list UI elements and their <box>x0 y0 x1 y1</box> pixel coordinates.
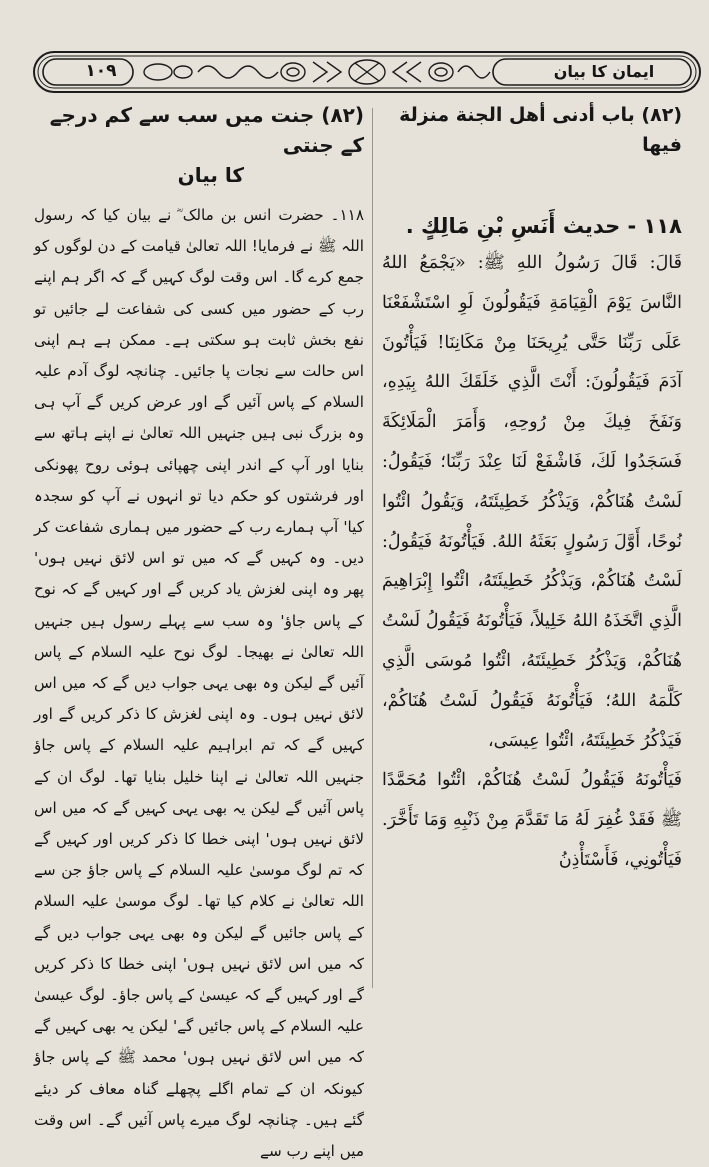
arabic-hadith-text <box>382 244 682 881</box>
hadith-title: ۱۱۸ - حديث أَنَسِ بْنِ مَالِكٍ . <box>405 214 682 238</box>
page-number: ۱۰۹ <box>85 61 117 81</box>
arabic-chapter-heading: (۸۲) باب أدنى أهل الجنة منزلة فيها <box>399 104 682 156</box>
arabic-text-column <box>382 100 682 881</box>
urdu-chapter-heading <box>34 100 364 190</box>
urdu-translation-column <box>34 100 364 1167</box>
urdu-hadith-text: ۱۱۸۔ حضرت انس بن مالک ؓ نے بیان کیا کہ رسول اللہ ﷺ نے فرمایا! اللہ تعالیٰ قیامت کے دن لوگوں کو جمع کرے گا۔ اس وقت لوگ کہیں گے کہ اگر ہم اپنے رب کے حضور میں کسی کی شفاعت لے جائیں تو نفع بخش ثابت ہو سکتی ہے۔ ممکن ہے ہم اپنی اس حالت سے نجات پا جائیں۔ چنانچہ لوگ آدم علیہ السلام کے پاس آئیں گے اور عرض کریں گے آپ ہی وہ بزرگ نبی ہیں جنہیں اللہ تعالیٰ نے اپنے ہاتھ سے بنایا اور آپ کے اندر اپنی چھپائی ہوئی روح پھونکی اور فرشتوں کو حکم دیا تو انہوں نے آپ کو سجدہ کیا' آپ ہمارے رب کے حضور میں ہماری شفاعت کر دیں۔ وہ کہیں گے کہ میں تو اس لائق نہیں ہوں' پھر وہ اپنی لغزش یاد کریں گے اور کہیں گے کہ نوح کے پاس جاؤ' وہ سب سے پہلے رسول ہیں جنہیں اللہ تعالیٰ نے بھیجا۔ لوگ نوح علیہ السلام کے پاس آئیں گے لیکن وہ بھی یہی جواب دیں گے کہ میں اس لائق نہیں ہوں۔ وہ اپنی لغزش کا ذکر کریں گے اور کہیں گے کہ تم ابراہیم علیہ السلام کے پاس جاؤ جنہیں اللہ تعالیٰ نے اپنا خلیل بنایا تھا۔ لوگ ان کے پاس آئیں گے لیکن یہ بھی یہی کہیں گے کہ میں اس لائق نہیں ہوں' اپنی خطا کا ذکر کریں اور کہیں گے کہ تم لوگ موسیٰ علیہ السلام کے پاس جاؤ جن سے اللہ تعالیٰ نے کلام کیا تھا۔ لوگ موسیٰ علیہ السلام کے پاس جائیں گے لیکن وہ بھی یہی جواب دیں گے کہ میں اس لائق نہیں ہوں' اپنی خطا کا ذکر کریں گے اور کہیں گے کہ عیسیٰ کے پاس جاؤ۔ لوگ عیسیٰ علیہ السلام کے پاس جائیں گے' لیکن یہ بھی کہیں گے کہ میں اس لائق نہیں ہوں' محمد ﷺ کے پاس جاؤ کیونکہ ان کے تمام اگلے پچھلے گناہ معاف کر دیئے گئے ہیں۔ چنانچہ لوگ میرے پاس آئیں گے۔ اس وقت میں اپنے رب سے <box>34 206 364 1161</box>
urdu-heading-line-2: کا بیان <box>177 163 244 187</box>
arabic-paragraph: فَيَأْتُونَهُ فَيَقُولُ لَسْتُ هُنَاكُمْ، ائْتُوا مُحَمَّدًا ﷺ فَقَدْ غُفِرَ لَهُ مَا تَقَدَّمَ مِنْ ذَنْبِهِ وَمَا تَأَخَّرَ. فَيَأْتُونِي، فَأَسْتَأْذِنُ <box>382 770 682 870</box>
urdu-heading-line-1: (۸۲) جنت میں سب سے کم درجے کے جنتی <box>49 103 364 157</box>
arabic-paragraph: قَالَ: قَالَ رَسُولُ اللهِ ﷺ: «يَجْمَعُ اللهُ النَّاسَ يَوْمَ الْقِيَامَةِ فَيَقُولُونَ لَوِ اسْتَشْفَعْنَا عَلَى رَبِّنَا حَتَّى يُرِيحَنَا مِنْ مَكَانِنَا! فَيَأْتُونَ آدَمَ فَيَقُولُونَ: أَنْتَ الَّذِي خَلَقَكَ اللهُ بِيَدِهِ، وَنَفَخَ فِيكَ مِنْ رُوحِهِ، وَأَمَرَ الْمَلَائِكَةَ فَسَجَدُوا لَكَ، فَاشْفَعْ لَنَا عِنْدَ رَبِّنَا؛ فَيَقُولُ: لَسْتُ هُنَاكُمْ، وَيَذْكُرُ خَطِيئَتَهُ، وَيَقُولُ ائْتُوا نُوحًا، أَوَّلَ رَسُولٍ بَعَثَهُ اللهُ. فَيَأْتُونَهُ فَيَقُولُ: لَسْتُ هُنَاكُمْ، وَيَذْكُرُ خَطِيئَتَهُ، ائْتُوا إِبْرَاهِيمَ الَّذِي اتَّخَذَهُ اللهُ خَلِيلاً، فَيَأْتُونَهُ فَيَقُولُ لَسْتُ هُنَاكُمْ، وَيَذْكُرُ خَطِيئَتَهُ، ائْتُوا مُوسَى الَّذِي كَلَّمَهُ اللهُ؛ فَيَأْتُونَهُ فَيَقُولُ لَسْتُ هُنَاكُمْ، فَيَذْكُرُ خَطِيئَتَهُ، ائْتُوا عِيسَى، <box>382 253 682 751</box>
page-header-band <box>33 50 701 94</box>
column-divider <box>372 108 373 988</box>
running-title: ایمان کا بیان <box>553 62 655 81</box>
